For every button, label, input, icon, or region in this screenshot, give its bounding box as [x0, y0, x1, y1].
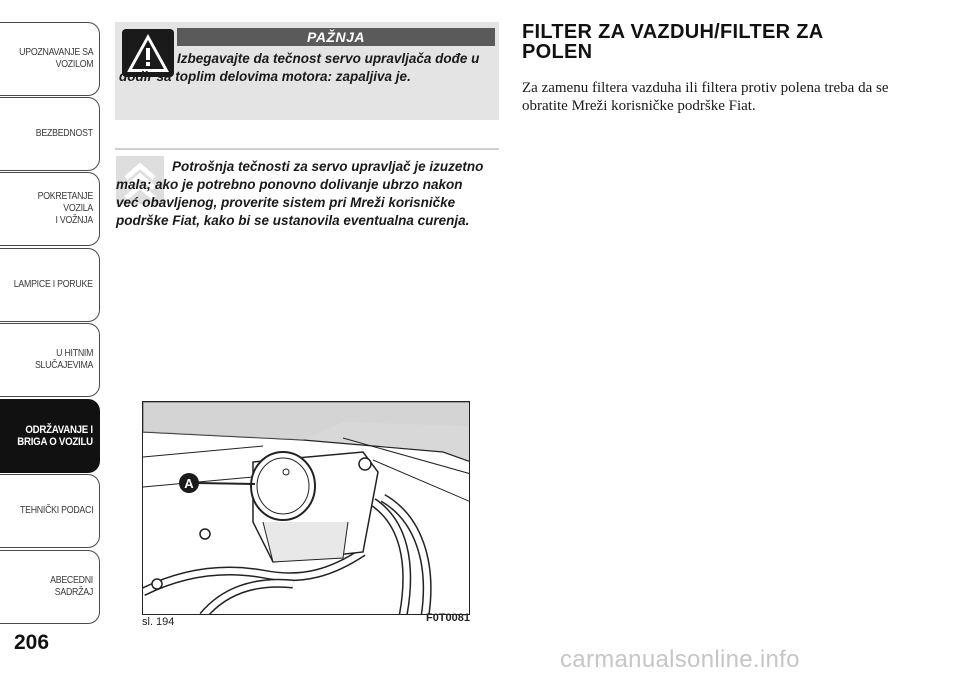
tab-pokretanje[interactable]	[0, 172, 100, 246]
tab-label: ODRŽAVANJE I BRIGA O VOZILU	[17, 424, 93, 448]
tab-label: BEZBEDNOST	[35, 128, 93, 139]
page-number: 206	[14, 631, 50, 654]
section-title: FILTER ZA VAZDUH/FILTER ZA POLEN	[522, 21, 823, 63]
warning-box	[115, 22, 499, 120]
tab-tehnicki-podaci[interactable]	[0, 474, 100, 548]
note-text: Potrošnja tečnosti za servo upravljač je izuzetno mala; ako je potrebno ponovno dolivanje ubrzo nakon već obavljenog, proverite sistem pri Mreži korisničke podrške Fiat, kako bi se ustanovila eventualna curenja.	[116, 159, 484, 228]
tab-upoznavanje[interactable]	[0, 22, 100, 96]
tab-label: ABECEDNI SADRŽAJ	[50, 575, 93, 598]
tab-label: TEHNIČKI PODACI	[19, 505, 93, 516]
tab-bezbednost[interactable]	[0, 97, 100, 171]
section-body: Za zamenu filtera vazduha ili filtera protiv polena treba da se obratite Mreži korisničke podrške Fiat.	[522, 80, 889, 114]
tab-label: UPOZNAVANJE SA VOZILOM	[18, 47, 93, 70]
warning-header: PAŽNJA	[177, 28, 495, 46]
tab-abecedni-sadrzaj[interactable]	[0, 550, 100, 624]
callout-label: A	[184, 476, 194, 491]
tab-label: U HITNIM SLUČAJEVIMA	[34, 348, 93, 371]
figure-code: F0T0081	[425, 612, 470, 624]
warning-text: Izbegavajte da tečnost servo upravljača dođe u dodir sa toplim delovima motora: zapaljiva je.	[119, 51, 480, 84]
tab-label: LAMPICE I PORUKE	[14, 279, 93, 290]
tab-odrzavanje[interactable]	[0, 399, 100, 473]
tab-label: POKRETANJE VOZILA I VOŽNJA	[37, 191, 93, 226]
figure-power-steering-reservoir	[142, 401, 470, 615]
note-divider	[115, 148, 499, 150]
figure-number: sl. 194	[142, 616, 175, 628]
reservoir-illustration	[143, 402, 470, 615]
watermark: carmanualsonline.info	[560, 646, 800, 673]
tab-hitni-slucajevi[interactable]	[0, 323, 100, 397]
tab-lampice[interactable]	[0, 248, 100, 322]
